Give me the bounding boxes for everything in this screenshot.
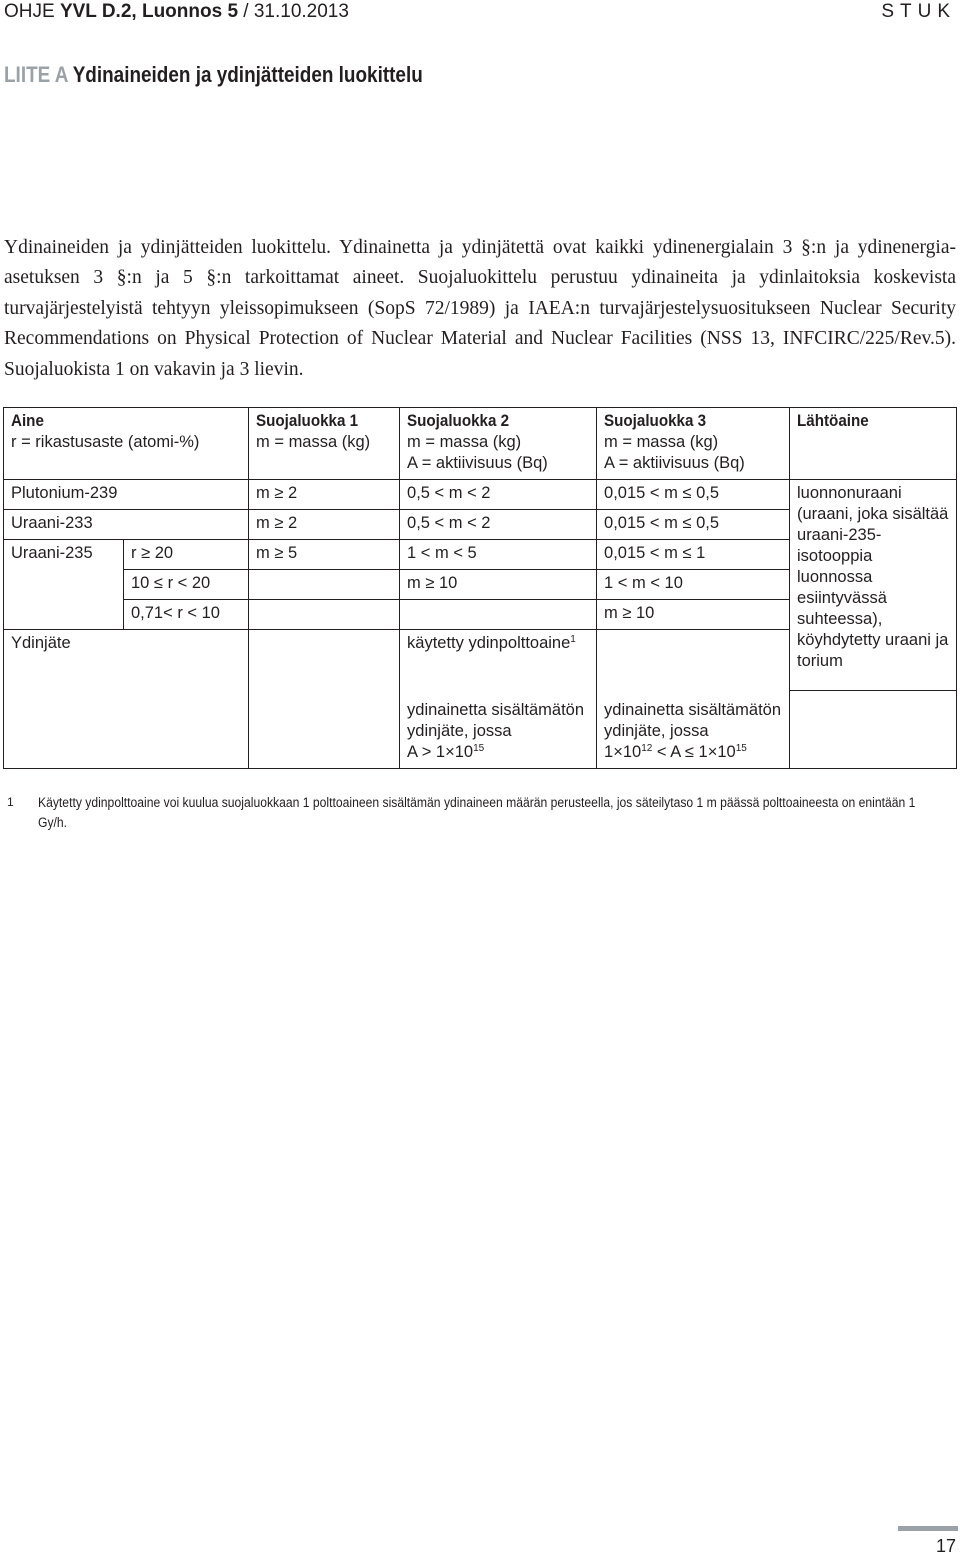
- row-waste-name: Ydinjäte: [4, 630, 249, 769]
- header-class2-sub2: A = aktiivisuus (Bq): [407, 454, 548, 472]
- intro-paragraph: Ydinaineiden ja ydinjätteiden luokittelu. Ydinainetta ja ydinjätettä ovat kaikki ydinenergialain 3 §:n ja ydinenergia-asetuksen 3 §:n ja 5 §:n tarkoittamat aineet. Suojaluokittelu perustuu ydinaineita ja ydinlaitoksia koskevista turvajärjestelyistä tehtyyn yleissopimukseen (SopS 72/1989) ja IAEA:n turvajärjestelysuositukseen Nuclear Security Recommendations on Physical Protection of Nuclear Material and Nuclear Facilities (NSS 13, INFCIRC/225/Rev.5). Suojaluokista 1 on vakavin ja 3 lievin.: [4, 237, 956, 380]
- header-class1-sub: m = massa (kg): [256, 433, 371, 451]
- row-u235-name: Uraani-235: [4, 540, 124, 630]
- row-u235-r1: r ≥ 20: [124, 540, 249, 570]
- source-material-cell: luonnonuraani (uraani, joka sisältää uraani-235-isotooppia luonnossa esiintyvässä suhteessa), köyhdytetty uraani ja torium: [790, 480, 957, 691]
- row-u235-r1-class3: 0,015 < m ≤ 1: [597, 540, 790, 570]
- row-waste-class2b: [400, 690, 597, 769]
- header-class3-title: Suojaluokka 3: [604, 412, 707, 430]
- footnote-ref: 1: [570, 634, 576, 645]
- header-class2-sub1: m = massa (kg): [407, 433, 522, 451]
- row-waste-class2b-text: ydinainetta sisältämätön ydinjäte, jossa: [407, 701, 585, 740]
- table-row: [4, 480, 957, 510]
- annex-title-text: Ydinaineiden ja ydinjätteiden luokittelu: [72, 62, 423, 87]
- table-header-row: [4, 408, 957, 480]
- header-class2-title: Suojaluokka 2: [407, 412, 510, 430]
- header-class3-sub1: m = massa (kg): [604, 433, 719, 451]
- row-waste-class3a: [597, 630, 790, 691]
- row-u235-r1-class2: 1 < m < 5: [400, 540, 597, 570]
- row-u233-class2: 0,5 < m < 2: [400, 510, 597, 540]
- row-u235-r2-class2: m ≥ 10: [400, 570, 597, 600]
- row-u233-class3: 0,015 < m ≤ 0,5: [597, 510, 790, 540]
- formula-exponent: 15: [735, 743, 747, 754]
- doc-id: YVL D.2, Luonnos 5: [59, 1, 239, 22]
- header-class1-title: Suojaluokka 1: [256, 412, 359, 430]
- organization-name: STUK: [881, 1, 956, 22]
- row-waste-class2a-text: käytetty ydinpolttoaine: [407, 634, 571, 652]
- row-u235-r3: 0,71< r < 10: [124, 600, 249, 630]
- formula-part: < A ≤ 1×10: [652, 743, 736, 761]
- row-pu239-class3: 0,015 < m ≤ 0,5: [597, 480, 790, 510]
- doc-date: / 31.10.2013: [238, 1, 349, 22]
- formula-exponent: 12: [641, 743, 653, 754]
- document-reference: [4, 1, 349, 23]
- classification-table: [3, 407, 957, 769]
- header-source-title: Lähtöaine: [797, 412, 869, 430]
- row-waste-class3b: [597, 690, 790, 769]
- footnote: [4, 793, 956, 833]
- header-aine-sub: r = rikastusaste (atomi-%): [11, 433, 200, 451]
- formula-part: A > 1×10: [407, 743, 474, 761]
- row-u235-r1-class1: m ≥ 5: [249, 540, 400, 570]
- row-pu239-name: Plutonium-239: [4, 480, 249, 510]
- page-number-rule: [898, 1526, 958, 1531]
- footnote-text: Käytetty ydinpolttoaine voi kuulua suojaluokkaan 1 polttoaineen sisältämän ydinaineen määrän perusteella, jos säteilytaso 1 m päässä polttoaineesta on enintään 1 Gy/h.: [38, 795, 916, 830]
- row-waste-class2a: [400, 630, 597, 691]
- row-u235-r3-class1: [249, 600, 400, 630]
- row-waste-source: [790, 690, 957, 769]
- header-class3-sub2: A = aktiivisuus (Bq): [604, 454, 745, 472]
- header-class1: [249, 408, 400, 480]
- row-waste-class1: [249, 630, 400, 769]
- header-aine: [4, 408, 249, 480]
- row-u233-class1: m ≥ 2: [249, 510, 400, 540]
- row-u235-r2: 10 ≤ r < 20: [124, 570, 249, 600]
- page-header: [4, 0, 956, 26]
- row-pu239-class2: 0,5 < m < 2: [400, 480, 597, 510]
- row-pu239-class1: m ≥ 2: [249, 480, 400, 510]
- row-u235-r2-class1: [249, 570, 400, 600]
- row-u235-r2-class3: 1 < m < 10: [597, 570, 790, 600]
- row-u235-r3-class3: m ≥ 10: [597, 600, 790, 630]
- doc-prefix: OHJE: [4, 1, 60, 22]
- footnote-mark: 1: [7, 795, 14, 809]
- formula-exponent: 15: [473, 743, 485, 754]
- row-waste-class2b-formula: [407, 743, 484, 761]
- formula-part: 1×10: [604, 743, 642, 761]
- row-u235-r3-class2: [400, 600, 597, 630]
- annex-title: [4, 62, 423, 88]
- annex-label: LIITE A: [4, 62, 68, 87]
- row-waste-class3b-text: ydinainetta sisältämätön ydinjäte, jossa: [604, 701, 782, 740]
- row-u233-name: Uraani-233: [4, 510, 249, 540]
- header-class2: [400, 408, 597, 480]
- header-aine-title: Aine: [11, 412, 44, 430]
- row-waste-class3b-formula: [604, 743, 747, 761]
- header-source: [790, 408, 957, 480]
- header-class3: [597, 408, 790, 480]
- page-number: 17: [935, 1536, 956, 1556]
